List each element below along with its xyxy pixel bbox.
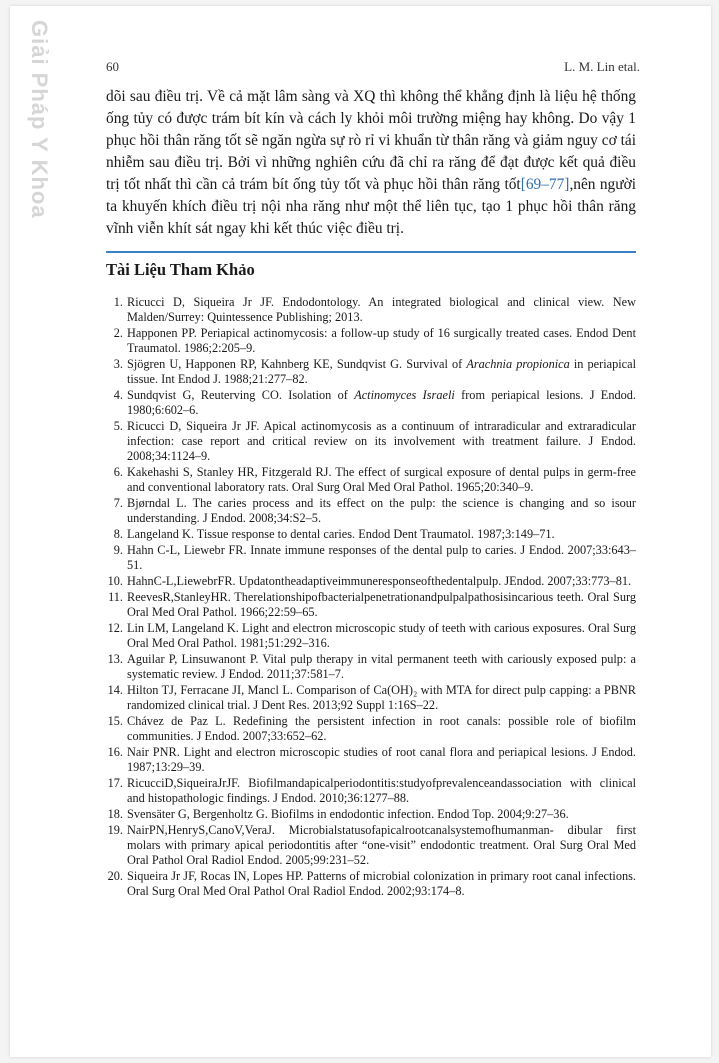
reference-text: Lin LM, Langeland K. Light and electron microscopic study of teeth with carious exposures. Oral Surg Oral Med Oral Pathol. 1981;51:292–316. [127, 620, 636, 650]
body-text-before: dõi sau điều trị. Về cả mặt lâm sàng và XQ thì không thể khẳng định là liệu hệ thống ống tủy có được trám bít kín và cách ly khỏi môi trường miệng hay không. Do vậy 1 phục hồi thân răng tốt sẽ ngăn ngừa sự rò rỉ vi khuẩn từ thân răng và giảm nguy cơ tái nhiễm sau điều trị. Bởi vì những nghiên cứu đã chỉ ra răng để đạt được kết quả điều trị tốt nhất thì cần cả trám bít ống tủy tốt và phục hồi thân răng tốt [106, 88, 636, 193]
reference-text: Nair PNR. Light and electron microscopic studies of root canal flora and periapical lesions. J Endod. 1987;13:29–39. [127, 744, 636, 774]
reference-item [106, 621, 636, 651]
reference-item [106, 869, 636, 899]
reference-text: NairPN,HenryS,CanoV,VeraJ. Microbialstatusofapicalrootcanalsystemofhumanman- dibular first molars with primary apical periodontitis after “one-visit” endodontic treatment. Oral Surg Oral Med Oral Pathol Oral Radiol Endod. 2005;99:231–52. [127, 822, 636, 867]
reference-text: HahnC-L,LiewebrFR. Updatontheadaptiveimmuneresponseofthedentalpulp. JEndod. 2007;33:773–81. [127, 574, 632, 588]
reference-item [106, 527, 636, 542]
reference-item [106, 807, 636, 822]
references-title: Tài Liệu Tham Khảo [106, 260, 255, 279]
reference-number: 6. [113, 465, 123, 480]
reference-item [106, 574, 636, 589]
reference-item [106, 465, 636, 495]
reference-number: 9. [113, 543, 123, 557]
running-author: L. M. Lin etal. [564, 59, 640, 74]
reference-organism: Actinomyces Israeli [354, 388, 455, 402]
reference-item [106, 714, 636, 744]
reference-item [106, 419, 636, 465]
reference-text: Hilton TJ, Ferracane JI, Mancl L. Comparison of Ca(OH)₂ with MTA for direct pulp capping: a PBNR randomized clinical trial. J Dent Res. 2013;92 Suppl 1:16S–22. [127, 682, 636, 712]
reference-text: Ricucci D, Siqueira Jr JF. Endodontology. An integrated biological and clinical view. New Malden/Surrey: Quintessence Publishing; 2013. [127, 295, 636, 325]
watermark: Giải Pháp Y Khoa [27, 20, 52, 219]
reference-item [106, 683, 636, 713]
reference-text: Happonen PP. Periapical actinomycosis: a follow-up study of 16 surgically treated cases. Endod Dent Traumatol. 1986;2:205–9. [127, 326, 636, 356]
reference-number: 16. [107, 744, 123, 759]
reference-text: from periapical lesions. J Endod. 1980;6:602–6. [127, 388, 636, 418]
reference-number: 10. [107, 574, 123, 588]
reference-list [106, 295, 636, 900]
reference-text: Langeland K. Tissue response to dental caries. Endod Dent Traumatol. 1987;3:149–71. [127, 527, 555, 542]
reference-number: 15. [107, 713, 123, 728]
page-number: 60 [106, 59, 119, 74]
reference-item [106, 295, 636, 325]
reference-item [106, 823, 636, 869]
reference-number: 5. [113, 419, 123, 433]
reference-item [106, 357, 636, 387]
reference-text: Sundqvist G, Reuterving CO. Isolation of [127, 388, 355, 402]
body-paragraph [106, 86, 636, 240]
reference-number: 1. [113, 295, 123, 309]
reference-number: 18. [107, 806, 123, 821]
reference-number: 12. [107, 620, 123, 635]
reference-number: 4. [113, 388, 123, 402]
reference-number: 17. [107, 775, 123, 790]
reference-text: Chávez de Paz L. Redefining the persistent infection in root canals: possible role of biofilm communities. J Endod. 2007;33:652–62. [127, 713, 636, 743]
section-divider [106, 251, 636, 253]
reference-item [106, 496, 636, 526]
reference-text: RicucciD,SiqueiraJrJF. Biofilmandapicalperiodontitis:studyofprevalenceandassociation with clinical and histopathologic findings. J Endod. 2010;36:1277–88. [127, 775, 636, 805]
reference-item [106, 776, 636, 806]
reference-item [106, 652, 636, 682]
reference-number: 8. [113, 527, 123, 542]
reference-number: 3. [113, 357, 123, 371]
reference-text: Aguilar P, Linsuwanont P. Vital pulp therapy in vital permanent teeth with cariously exposed pulp: a systematic review. J Endod. 2011;37:581–7. [127, 651, 636, 681]
reference-text: Ricucci D, Siqueira Jr JF. Apical actinomycosis as a continuum of intraradicular and extraradicular infection: case report and critical review on its involvement with treatment failure. J Endod. 2008;34:1124–9. [127, 419, 636, 464]
reference-number: 14. [107, 682, 123, 697]
reference-number: 19. [107, 822, 123, 837]
reference-item [106, 745, 636, 775]
reference-number: 13. [107, 651, 123, 666]
reference-item [106, 590, 636, 620]
reference-text: Siqueira Jr JF, Rocas IN, Lopes HP. Patterns of microbial colonization in primary root canal infections. Oral Surg Oral Med Oral Pathol Oral Radiol Endod. 2002;93:174–8. [127, 868, 636, 898]
citation-link[interactable]: [69–77] [520, 176, 570, 193]
page [10, 6, 711, 1057]
body-text-after: ,nên người ta khuyến khích điều trị nội nha răng như một thể liên tục, tạo 1 phục hồi thân răng vĩnh viễn khít sát ngay khi kết thúc việc điều trị. [106, 176, 636, 237]
reference-text: in periapical tissue. Int Endod J. 1988;21:277–82. [127, 357, 636, 387]
reference-text: Kakehashi S, Stanley HR, Fitzgerald RJ. The effect of surgical exposure of dental pulps in germ-free and conventional laboratory rats. Oral Surg Oral Med Oral Pathol. 1965;20:340–9. [127, 465, 636, 495]
reference-organism: Arachnia propionica [466, 357, 570, 371]
reference-item [106, 326, 636, 356]
reference-text: Bjørndal L. The caries process and its effect on the pulp: the science is changing and so isour understanding. J Endod. 2008;34:S2–5. [127, 496, 636, 526]
reference-text: Hahn C-L, Liewebr FR. Innate immune responses of the dental pulp to caries. J Endod. 2007;33:643–51. [127, 543, 636, 573]
reference-number: 20. [107, 868, 123, 883]
reference-number: 2. [113, 326, 123, 340]
reference-text: Sjögren U, Happonen RP, Kahnberg KE, Sundqvist G. Survival of [127, 357, 467, 371]
reference-item [106, 388, 636, 418]
reference-number: 7. [113, 496, 123, 511]
reference-item [106, 543, 636, 573]
reference-number: 11. [108, 589, 123, 604]
reference-text: Svensäter G, Bergenholtz G. Biofilms in endodontic infection. Endod Top. 2004;9:27–36. [127, 806, 569, 821]
reference-text: ReevesR,StanleyHR. Therelationshipofbacterialpenetrationandpulpalpathosisincarious teeth. Oral Surg Oral Med Oral Pathol. 1966;22:59–65. [127, 589, 636, 619]
